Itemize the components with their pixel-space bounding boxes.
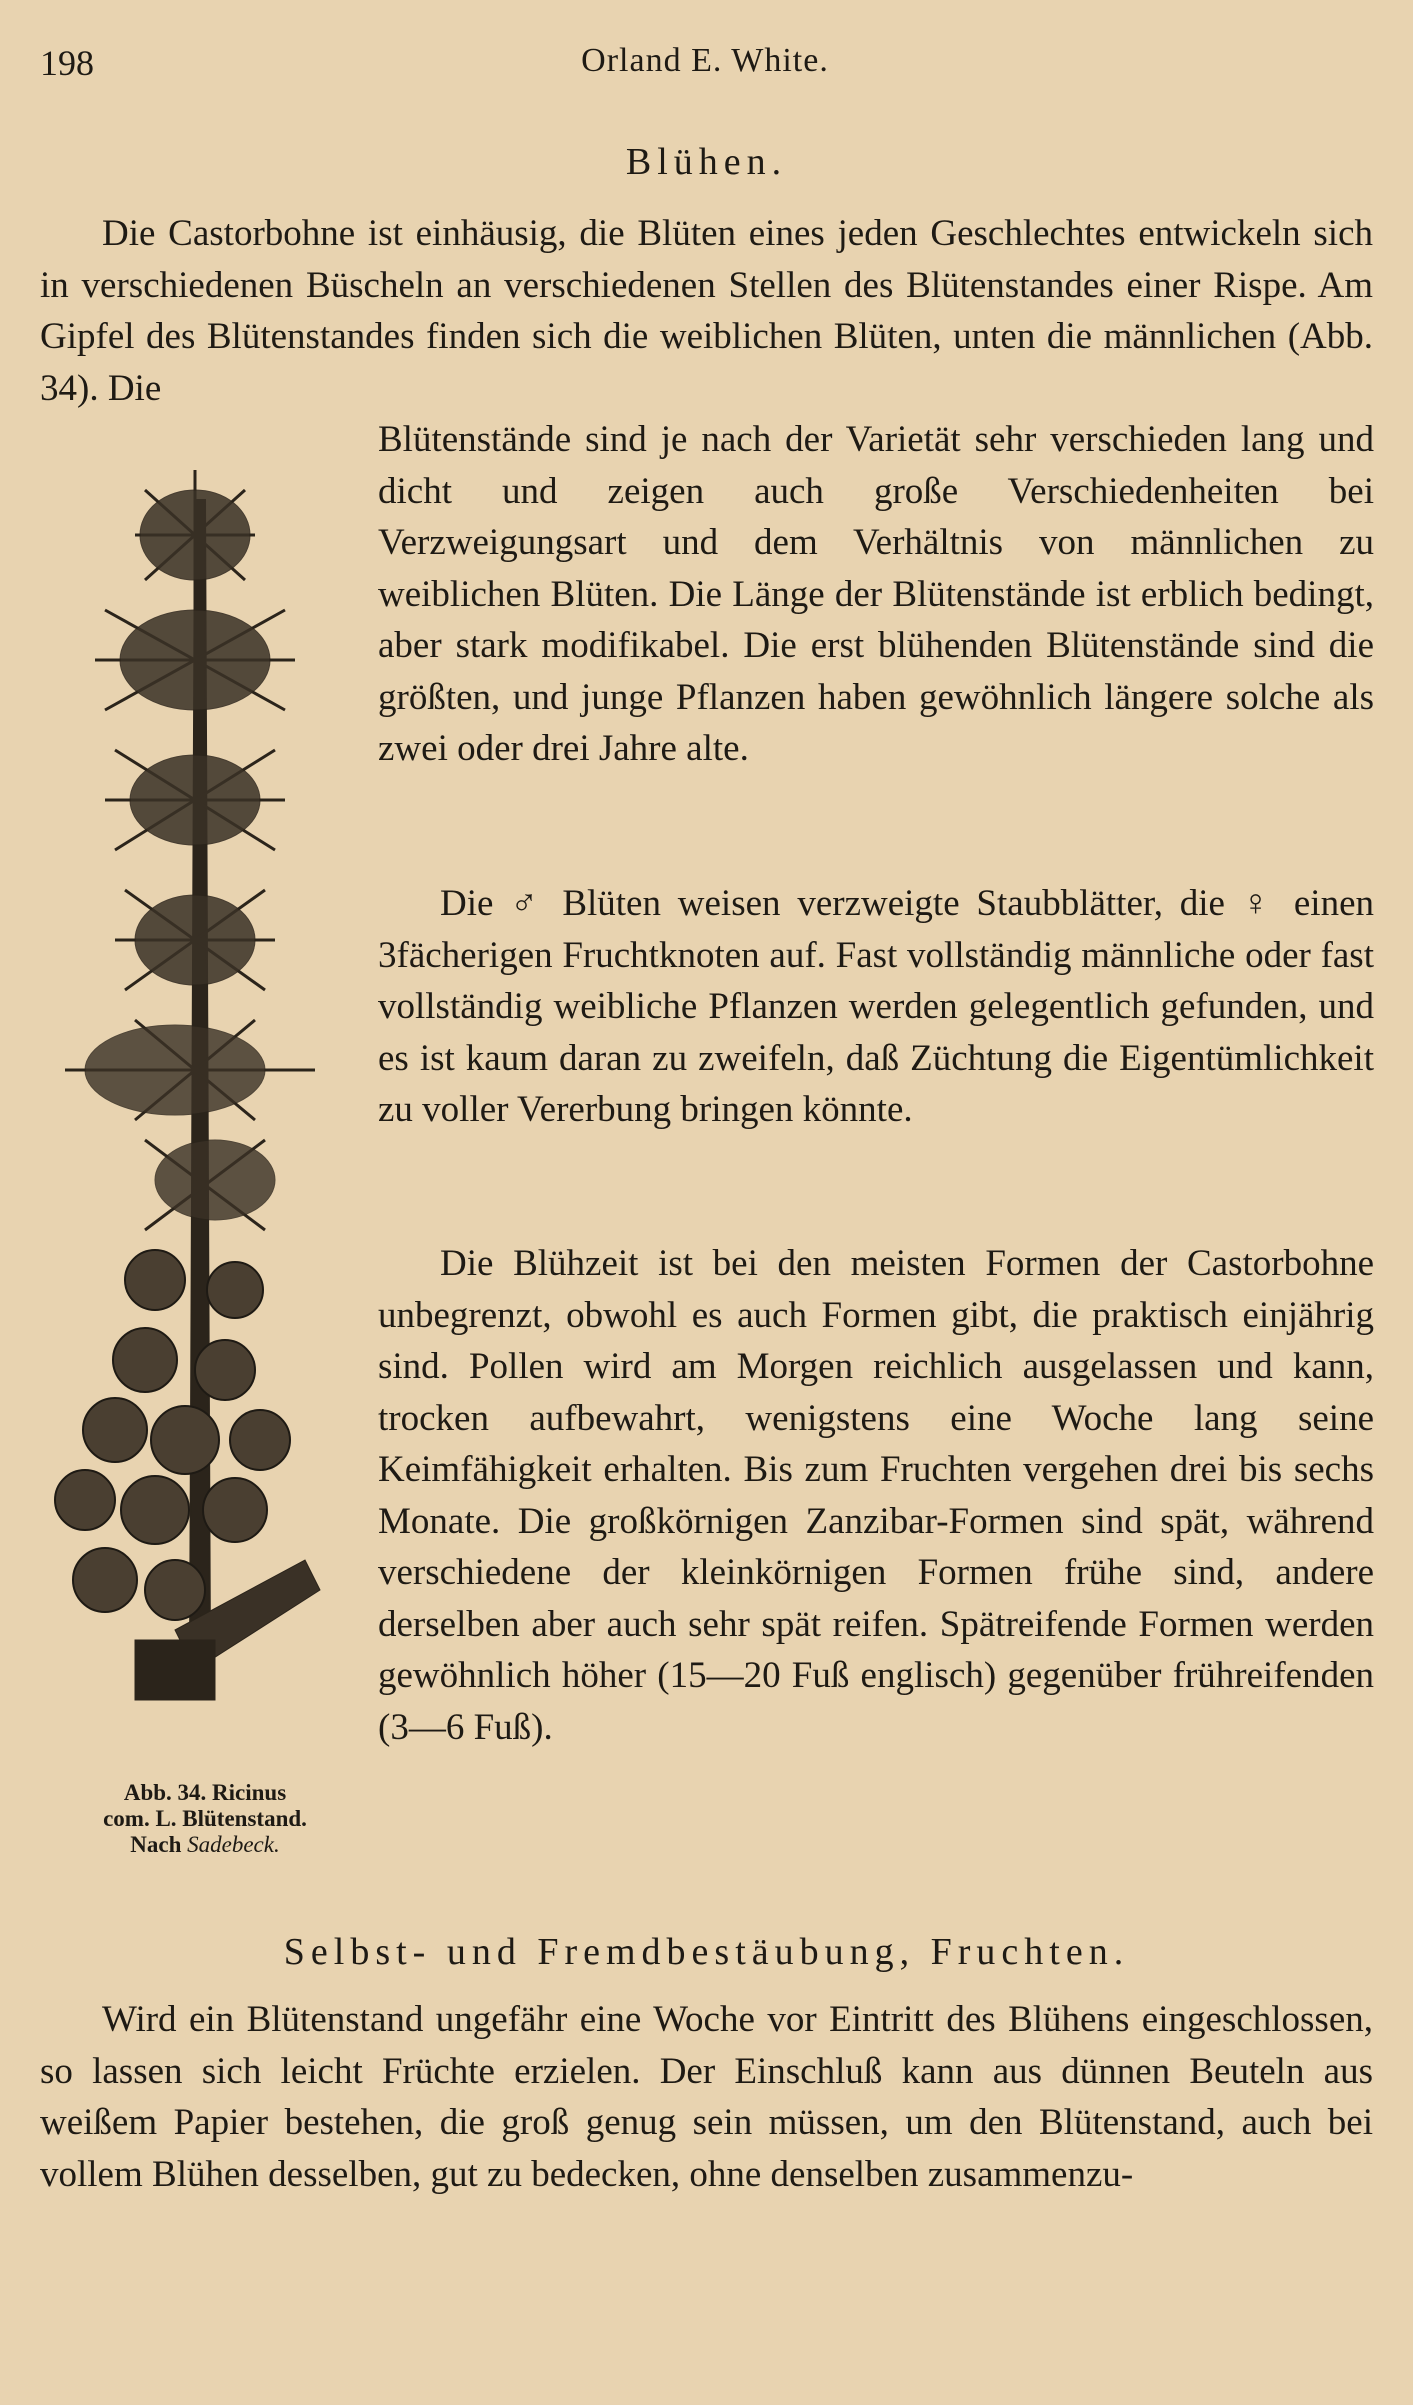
caption-line-3 bbox=[40, 1832, 370, 1858]
figure-caption bbox=[40, 1780, 370, 1858]
paragraph-1-full: Die Castorbohne ist einhäusig, die Blüten eines jeden Geschlechtes entwickeln sich in verschiedenen Büscheln an verschiedenen Stellen des Blütenstandes einer Rispe. Am Gipfel des Blütenstandes finden sich die weiblichen Blüten, unten die männlichen (Abb. 34). Die bbox=[40, 213, 1373, 409]
page-header bbox=[40, 42, 1370, 102]
paragraph-4: Wird ein Blütenstand ungefähr eine Woche vor Eintritt des Blühens eingeschlossen, so lassen sich leicht Früchte erzielen. Der Einschluß kann aus dünnen Beuteln aus weißem Papier bestehen, die groß genug sein müssen, um den Blütenstand, auch bei vollem Blühen desselben, gut zu bedecken, ohne denselben zusammenzu- bbox=[40, 1999, 1373, 2195]
caption-line-2: com. L. Blütenstand. bbox=[103, 1806, 307, 1831]
paragraph-1-column: Blütenstände sind je nach der Varietät sehr verschieden lang und dicht und zeigen auch große Verschiedenheiten bei Verzweigungsart und dem Verhältnis von männlichen zu weiblichen Blüten. Die Länge der Blütenstände ist erblich bedingt, aber stark modifikabel. Die erst blühenden Blütenstände sind die größten, und junge Pflanzen haben gewöhnlich längere solche als zwei oder drei Jahre alte. bbox=[378, 419, 1374, 769]
caption-prefix: Nach bbox=[130, 1832, 182, 1857]
caption-author: Sadebeck. bbox=[187, 1832, 280, 1857]
section-title-bluehen: Blühen. bbox=[625, 141, 788, 183]
paragraph-3: Die Blühzeit ist bei den meisten Formen der Castorbohne unbegrenzt, obwohl es auch Formen gibt, die praktisch einjährig sind. Pollen wird am Morgen reichlich ausgelassen und kann, trocken aufbewahrt, wenigstens eine Woche lang seine Keimfähigkeit erhalten. Bis zum Fruchten vergehen drei bis sechs Monate. Die großkörnigen Zanzibar-Formen sind spät, während verschiedene der kleinkörnigen Formen frühe sind, andere derselben aber auch sehr spät reifen. Spätreifende Formen werden gewöhnlich höher (15—20 Fuß englisch) gegenüber frühreifenden (3—6 Fuß). bbox=[378, 1243, 1374, 1748]
page-number: 198 bbox=[40, 43, 94, 83]
section-title-bestaeubung: Selbst- und Fremdbestäubung, Fruchten. bbox=[283, 1931, 1130, 1973]
ricinus-inflorescence-illustration bbox=[45, 460, 345, 1760]
paragraph-2: Die ♂ Blüten weisen verzweigte Staubblätter, die ♀ einen 3fächerigen Fruchtknoten auf. Fast vollständig männliche oder fast vollständig weibliche Pflanzen werden gelegentlich gefunden, und es ist kaum daran zu zweifeln, daß Züchtung die Eigentümlichkeit zu voller Vererbung bringen könnte. bbox=[378, 883, 1374, 1130]
running-title: Orland E. White. bbox=[581, 42, 829, 79]
caption-line-1: Abb. 34. Ricinus bbox=[123, 1780, 287, 1805]
